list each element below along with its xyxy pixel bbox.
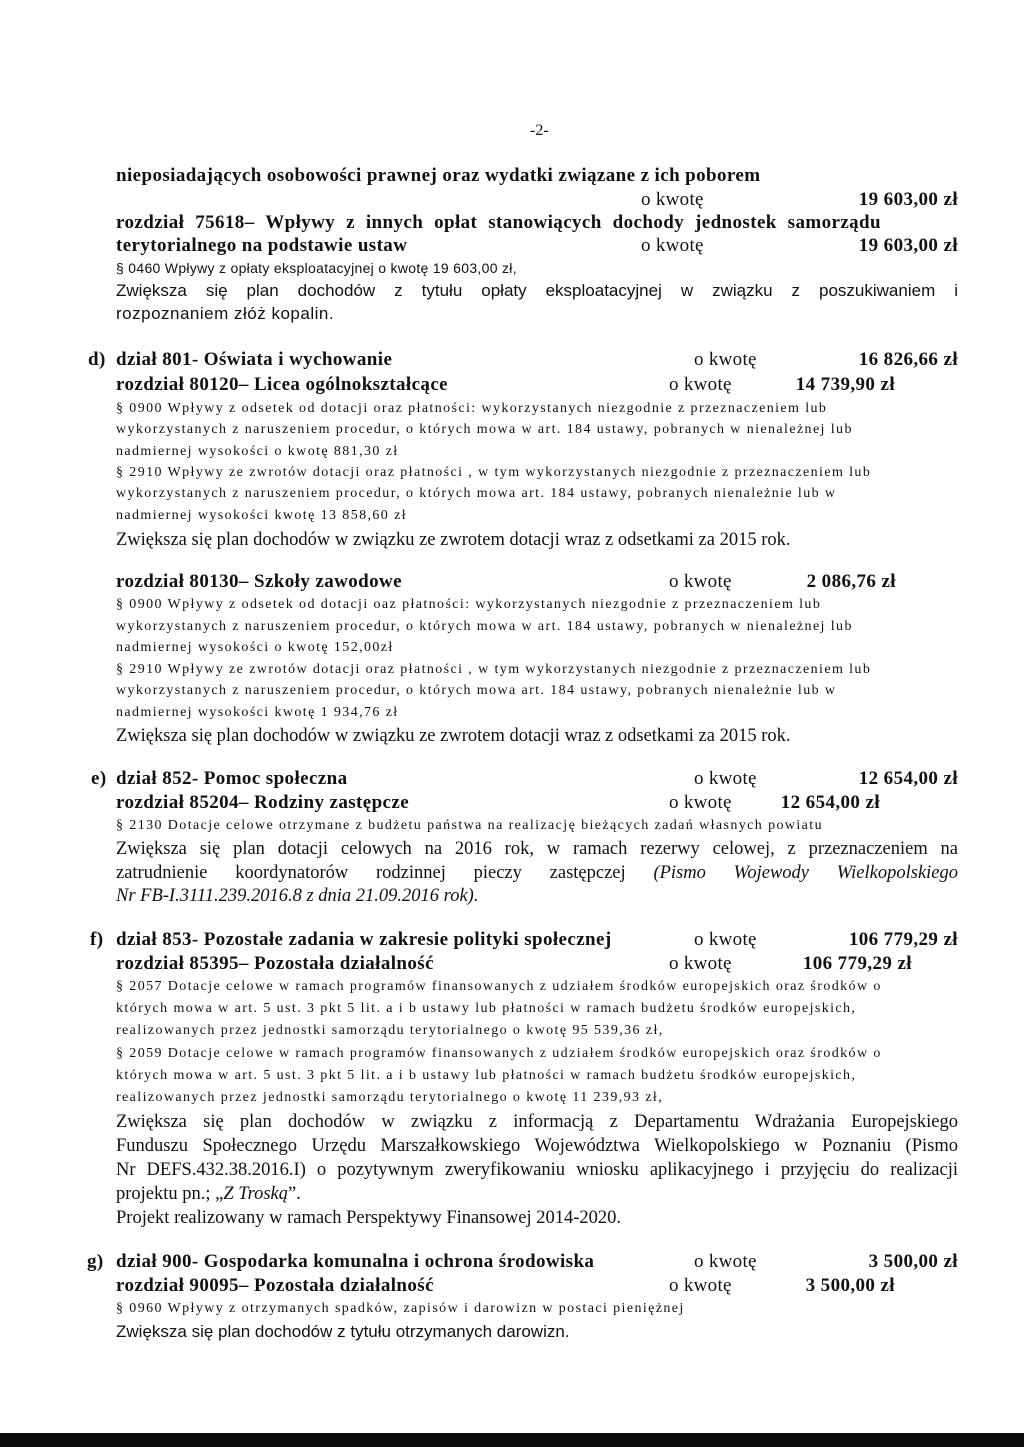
chapter-80120-amount: 14 739,90 zł (795, 374, 895, 395)
paragraph-line: § 2910 Wpływy ze zwrotów dotacji oraz płatności , w tym wykorzystanych niezgodnie z przeznaczeniem lub (116, 465, 872, 480)
section-f-amount: 106 779,29 zł (848, 929, 958, 950)
note-line: Nr DEFS.432.38.2016.I) o pozytywnym zweryfikowaniu wniosku aplikacyjnego i przyjęciu do realizacji (116, 1160, 958, 1180)
note-line: rozpoznaniem złóż kopalin. (116, 304, 335, 323)
chapter-85204-amount: 12 654,00 zł (780, 792, 880, 813)
paragraph-line: § 2130 Dotacje celowe otrzymane z budżetu państwa na realizację bieżących zadań własnych powiatu (116, 818, 823, 833)
project-prefix: projektu pn.; „ (116, 1184, 224, 1204)
chapter-90095-amount-label: o kwotę (669, 1275, 732, 1296)
paragraph-line: § 2059 Dotacje celowe w ramach programów finansowanych z udziałem środków europejskich oraz środków o (116, 1046, 882, 1061)
section-d-amount: 16 826,66 zł (858, 349, 958, 370)
intro-title: nieposiadających osobowości prawnej oraz wydatki związane z ich poborem (116, 165, 761, 186)
chapter-85204-title: rozdział 85204– Rodziny zastępcze (116, 792, 410, 813)
paragraph-line: § 2910 Wpływy ze zwrotów dotacji oraz płatności , w tym wykorzystanych niezgodnie z przeznaczeniem lub (116, 662, 872, 677)
section-d-letter: d) (88, 349, 106, 370)
note-line: Zwiększa się plan dotacji celowych na 2016 rok, w ramach rezerwy celowej, z przeznaczeniem na (116, 839, 958, 859)
paragraph-line: § 0900 Wpływy z odsetek od dotacji oaz płatności: wykorzystanych niezgodnie z przeznaczeniem lub (116, 597, 822, 612)
paragraph-line: realizowanych przez jednostki samorządu terytorialnego o kwotę 95 539,36 zł, (116, 1023, 664, 1038)
note-italic-reference: Nr FB-I.3111.239.2016.8 z dnia 21.09.2016 rok). (116, 886, 479, 906)
paragraph-line: nadmiernej wysokości o kwotę 881,30 zł (116, 444, 399, 459)
chapter-75618-title-line1: rozdział 75618– Wpływy z innych opłat stanowiących dochody jednostek samorządu (116, 212, 881, 233)
page-number: -2- (530, 122, 549, 139)
paragraph-line: realizowanych przez jednostki samorządu terytorialnego o kwotę 11 239,93 zł, (116, 1090, 664, 1105)
note-line: Zwiększa się plan dochodów w związku z informacją z Departamentu Wdrażania Europejskiego (116, 1112, 958, 1132)
paragraph-line: nadmiernej wysokości kwotę 1 934,76 zł (116, 705, 399, 720)
chapter-75618-amount: 19 603,00 zł (858, 235, 958, 256)
note-text: zatrudnienie koordynatorów rodzinnej pieczy zastępczej (116, 863, 626, 883)
section-g-letter: g) (87, 1251, 104, 1272)
section-g-amount: 3 500,00 zł (868, 1251, 958, 1272)
intro-amount-label: o kwotę (641, 189, 704, 210)
chapter-80130-amount-label: o kwotę (669, 571, 732, 592)
paragraph-line: wykorzystanych z naruszeniem procedur, o których mowa w art. 184 ustawy, pobranych w nienależnej lub (116, 422, 853, 437)
section-d-amount-label: o kwotę (694, 349, 757, 370)
chapter-85395-amount-label: o kwotę (669, 953, 732, 974)
note-line (116, 862, 958, 884)
chapter-80120-title: rozdział 80120– Licea ogólnokształcące (116, 374, 448, 395)
project-name: Z Troską (223, 1184, 288, 1204)
note-line: Zwiększa się plan dochodów z tytułu opłaty eksploatacyjnej w związku z poszukiwaniem i (116, 281, 958, 300)
paragraph-line: których mowa w art. 5 ust. 3 pkt 5 lit. a i b ustawy lub płatności w ramach budżetu środków europejskich, (116, 1001, 857, 1016)
intro-amount: 19 603,00 zł (858, 189, 958, 210)
chapter-90095-title: rozdział 90095– Pozostała działalność (116, 1275, 434, 1296)
paragraph-line: § 2057 Dotacje celowe w ramach programów finansowanych z udziałem środków europejskich oraz środków o (116, 979, 882, 994)
project-suffix: ”. (288, 1184, 301, 1204)
note-line: Projekt realizowany w ramach Perspektywy Finansowej 2014-2020. (116, 1208, 622, 1228)
note-line: Zwiększa się plan dochodów w związku ze zwrotem dotacji wraz z odsetkami za 2015 rok. (116, 530, 791, 550)
section-f-amount-label: o kwotę (694, 929, 757, 950)
paragraph-line: wykorzystanych z naruszeniem procedur, o których mowa w art. 184 ustawy, pobranych w nienależnej lub (116, 619, 853, 634)
chapter-85395-amount: 106 779,29 zł (802, 953, 912, 974)
chapter-80130-amount: 2 086,76 zł (806, 571, 896, 592)
paragraph-line: nadmiernej wysokości o kwotę 152,00zł (116, 640, 394, 655)
section-e-letter: e) (91, 768, 107, 789)
chapter-75618-title-line2: terytorialnego na podstawie ustaw (116, 235, 408, 256)
note-line (116, 1183, 301, 1205)
chapter-90095-amount: 3 500,00 zł (805, 1275, 895, 1296)
section-d-title: dział 801- Oświata i wychowanie (116, 349, 393, 370)
chapter-80130-title: rozdział 80130– Szkoły zawodowe (116, 571, 402, 592)
section-e-title: dział 852- Pomoc społeczna (116, 768, 348, 789)
section-f-letter: f) (90, 929, 104, 950)
chapter-80120-amount-label: o kwotę (669, 374, 732, 395)
paragraph-line: nadmiernej wysokości kwotę 13 858,60 zł (116, 508, 408, 523)
section-g-amount-label: o kwotę (694, 1251, 757, 1272)
paragraph-line: § 0460 Wpływy z opłaty eksploatacyjnej o kwotę 19 603,00 zł, (116, 260, 517, 276)
scan-edge (0, 1433, 1024, 1447)
paragraph-line: których mowa w art. 5 ust. 3 pkt 5 lit. a i b ustawy lub płatności w ramach budżetu środków europejskich, (116, 1068, 857, 1083)
note-italic-reference: (Pismo Wojewody Wielkopolskiego (653, 863, 959, 883)
chapter-85204-amount-label: o kwotę (669, 792, 732, 813)
paragraph-line: § 0960 Wpływy z otrzymanych spadków, zapisów i darowizn w postaci pieniężnej (116, 1301, 685, 1316)
paragraph-line: § 0900 Wpływy z odsetek od dotacji oraz płatności: wykorzystanych niezgodnie z przeznaczeniem lub (116, 401, 828, 416)
note-line: Funduszu Społecznego Urzędu Marszałkowskiego Województwa Wielkopolskiego w Poznaniu (Pismo (116, 1136, 958, 1156)
paragraph-line: wykorzystanych z naruszeniem procedur, o których mowa art. 184 ustawy, pobranych nienależnie lub w (116, 486, 837, 501)
section-e-amount: 12 654,00 zł (858, 768, 958, 789)
note-line: Zwiększa się plan dochodów w związku ze zwrotem dotacji wraz z odsetkami za 2015 rok. (116, 726, 791, 746)
section-e-amount-label: o kwotę (694, 768, 757, 789)
chapter-85395-title: rozdział 85395– Pozostała działalność (116, 953, 434, 974)
section-f-title: dział 853- Pozostałe zadania w zakresie polityki społecznej (116, 929, 612, 950)
chapter-75618-amount-label: o kwotę (641, 235, 704, 256)
note-line: Zwiększa się plan dochodów z tytułu otrzymanych darowizn. (116, 1322, 570, 1341)
paragraph-line: wykorzystanych z naruszeniem procedur, o których mowa art. 184 ustawy, pobranych nienależnie lub w (116, 683, 837, 698)
section-g-title: dział 900- Gospodarka komunalna i ochrona środowiska (116, 1251, 595, 1272)
